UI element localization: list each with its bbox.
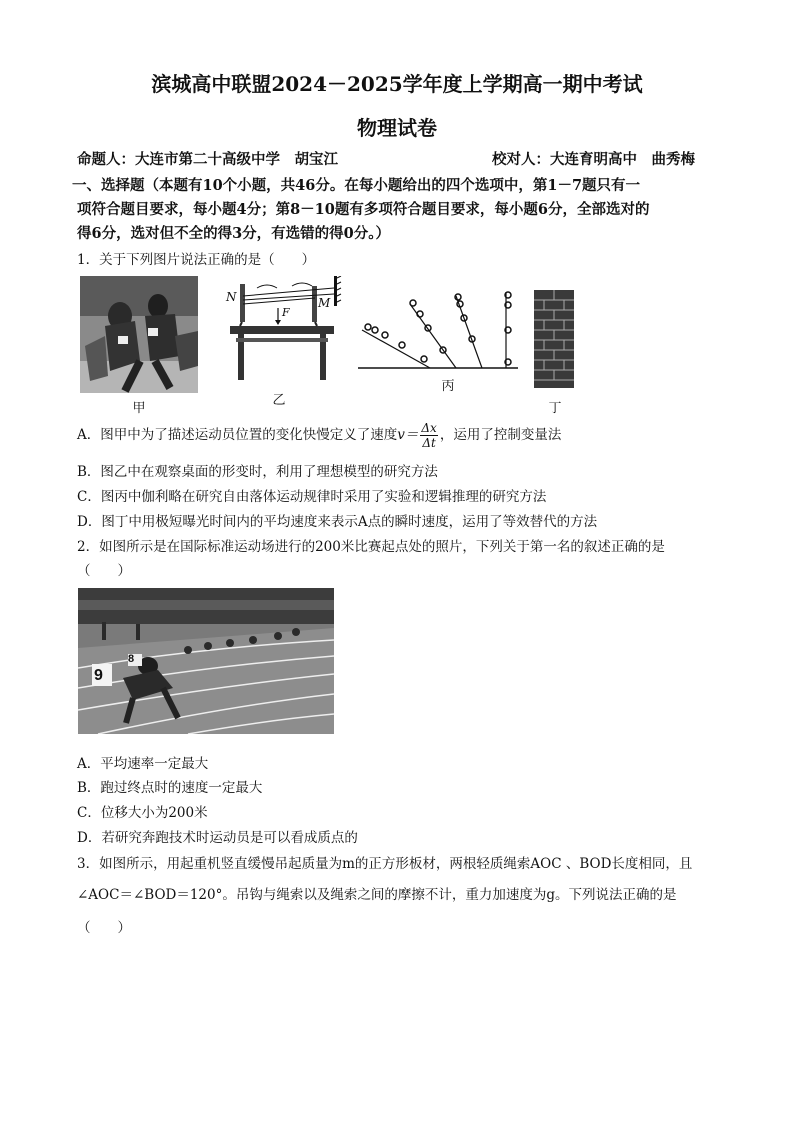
fraction-numerator: Δx [421, 421, 437, 435]
reviewer-line: 校对人：大连育明高中 曲秀梅 [492, 151, 695, 168]
q2-option-a: A．平均速率一定最大 [77, 756, 209, 772]
q3-stem-line2: ∠AOC＝∠BOD＝120°。吊钩与绳索以及绳索之间的摩擦不计，重力加速度为g。下列说法正确的是 [77, 887, 677, 903]
figure-label-bing: 丙 [441, 379, 455, 394]
q1-option-a [77, 418, 561, 452]
figure-label-yi: 乙 [272, 393, 286, 408]
figure-label-ding: 丁 [548, 401, 562, 416]
q3-paren: （ ） [77, 920, 131, 936]
force-f-label: F [282, 306, 290, 319]
figure-jia-sprinters-photo [80, 276, 198, 393]
velocity-symbol: v＝ [397, 427, 419, 443]
page-title: 滨城高中联盟2024－2025学年度上学期高一期中考试 [151, 72, 643, 96]
author-line: 命题人：大连市第二十高级中学 胡宝江 [77, 151, 338, 168]
q1-option-c: C．图丙中伽利略在研究自由落体运动规律时采用了实验和逻辑推理的研究方法 [77, 489, 547, 505]
q2-stem: 2．如图所示是在国际标准运动场进行的200米比赛起点处的照片，下列关于第一名的叙述正确的是 [77, 539, 665, 555]
figure-race-start-photo [78, 588, 334, 734]
q1-stem: 1．关于下列图片说法正确的是（ ） [77, 252, 316, 268]
figure-yi-table-mirror [222, 276, 352, 386]
fraction-denominator: Δt [422, 436, 436, 450]
lane-number-8: 8 [128, 653, 135, 665]
figure-label-jia: 甲 [132, 401, 146, 416]
q1-option-b: B．图乙中在观察桌面的形变时，利用了理想模型的研究方法 [77, 464, 438, 480]
q1-option-a-tail: ，运用了控制变量法 [439, 427, 562, 443]
q1-option-a-text: A．图甲中为了描述运动员位置的变化快慢定义了速度 [77, 427, 398, 443]
q2-paren: （ ） [77, 563, 131, 579]
mirror-m-label: M [318, 296, 331, 310]
q2-option-c: C．位移大小为200米 [77, 805, 208, 821]
section-instructions-1: 一、选择题（本题有10个小题，共46分。在每小题给出的四个选项中，第1－7题只有一 [72, 177, 641, 194]
lane-number-9: 9 [94, 667, 103, 684]
q2-option-d: D．若研究奔跑技术时运动员是可以看成质点的 [77, 830, 358, 846]
section-instructions-2: 项符合题目要求，每小题4分；第8－10题有多项符合题目要求，每小题6分，全部选对的 [77, 201, 650, 218]
q1-option-d: D．图丁中用极短曝光时间内的平均速度来表示A点的瞬时速度，运用了等效替代的方法 [77, 514, 598, 530]
figure-bing-inclined-planes [358, 290, 520, 372]
velocity-fraction [420, 421, 437, 450]
q3-stem-line1: 3．如图所示，用起重机竖直缓慢吊起质量为m的正方形板材，两根轻质绳索AOC 、BOD长度相同，且 [77, 856, 693, 872]
q2-option-b: B．跑过终点时的速度一定最大 [77, 780, 263, 796]
section-instructions-3: 得6分，选对但不全的得3分，有选错的得0分。） [77, 225, 391, 242]
mirror-n-label: N [226, 290, 237, 304]
page-subtitle: 物理试卷 [357, 116, 437, 140]
figure-ding-brick-wall [534, 290, 574, 388]
